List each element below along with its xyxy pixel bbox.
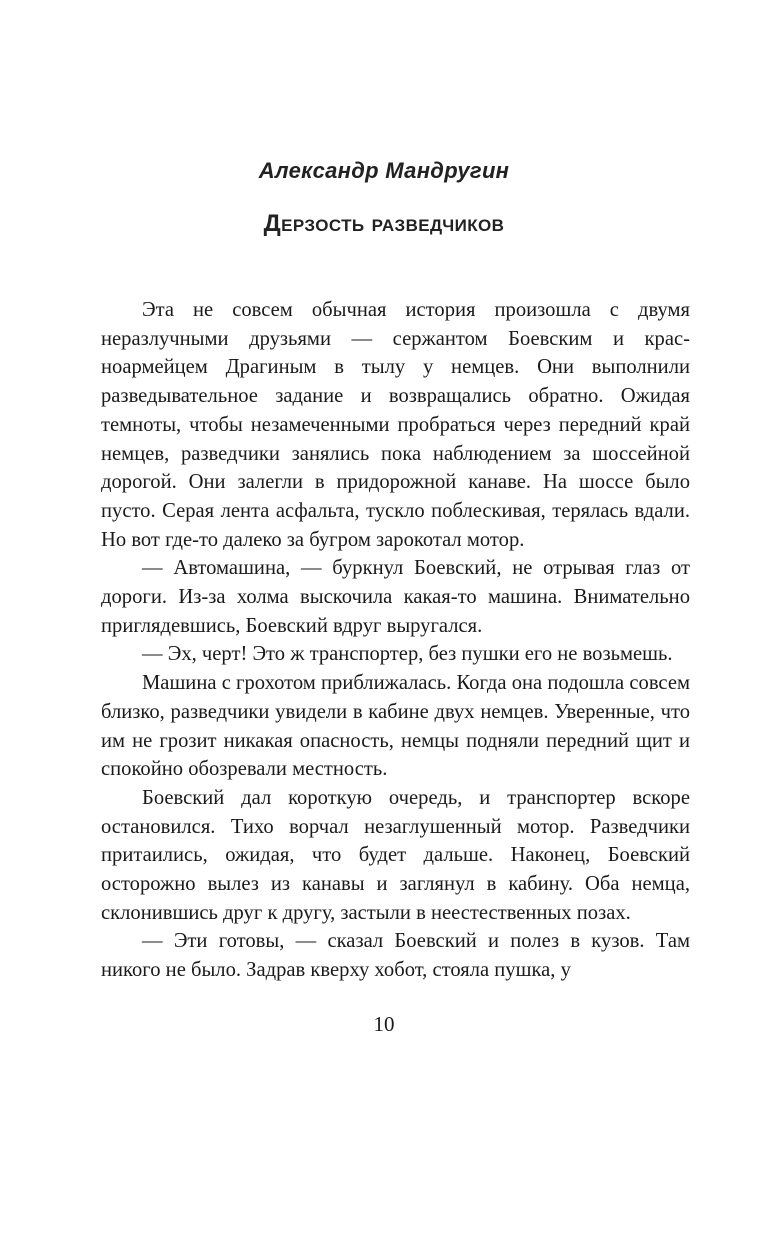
paragraph: Эта не совсем обычная история произошла с двумя неразлучными друзьями — сержантом Боевским и красноармейцем Драгиным в тылу у немцев. Они выполнили разведывательное задание и возвращались обратно. Ожидая темноты, чтобы незамеченными пробраться через передний край немцев, разведчики занялись пока наблюдением за шоссейной дорогой. Они залегли в придорожной канаве. На шоссе было пусто. Серая лента асфальта, тускло поблескивая, терялась вдали. Но вот где-то далеко за бугром зарокотал мотор. <box>101 299 690 551</box>
paragraph: Машина с грохотом приближалась. Когда она подошла совсем близко, разведчики увидели в кабине двух немцев. Уверенные, что им не грозит никакая опасность, немцы подняли передний щит и спокойно обозревали местность. <box>101 672 690 781</box>
chapter-title: Дерзость разведчиков <box>263 210 505 237</box>
paragraph: — Автомашина, — буркнул Боевский, не отрывая глаз от дороги. Из-за холма выскочила какая-то машина. Внимательно приглядевшись, Боевский вдруг выругался. <box>101 557 690 637</box>
story-text <box>101 296 690 985</box>
paragraph: — Эх, черт! Это ж транспортер, без пушки его не возьмешь. <box>142 643 673 666</box>
paragraph: — Эти готовы, — сказал Боевский и полез в кузов. Там никого не было. Задрав кверху хобот, стояла пушка, у <box>101 930 690 982</box>
author-name: Александр Мандругин <box>258 158 510 183</box>
page-number: 10 <box>373 1012 395 1036</box>
paragraph: Боевский дал короткую очередь, и транспортер вскоре остановился. Тихо ворчал незаглушенный мотор. Разведчики притаились, ожидая, что будет дальше. Наконец, Боевский осторожно вылез из канавы и заглянул в кабину. Оба немца, склонившись друг к другу, застыли в неестественных позах. <box>101 786 690 924</box>
